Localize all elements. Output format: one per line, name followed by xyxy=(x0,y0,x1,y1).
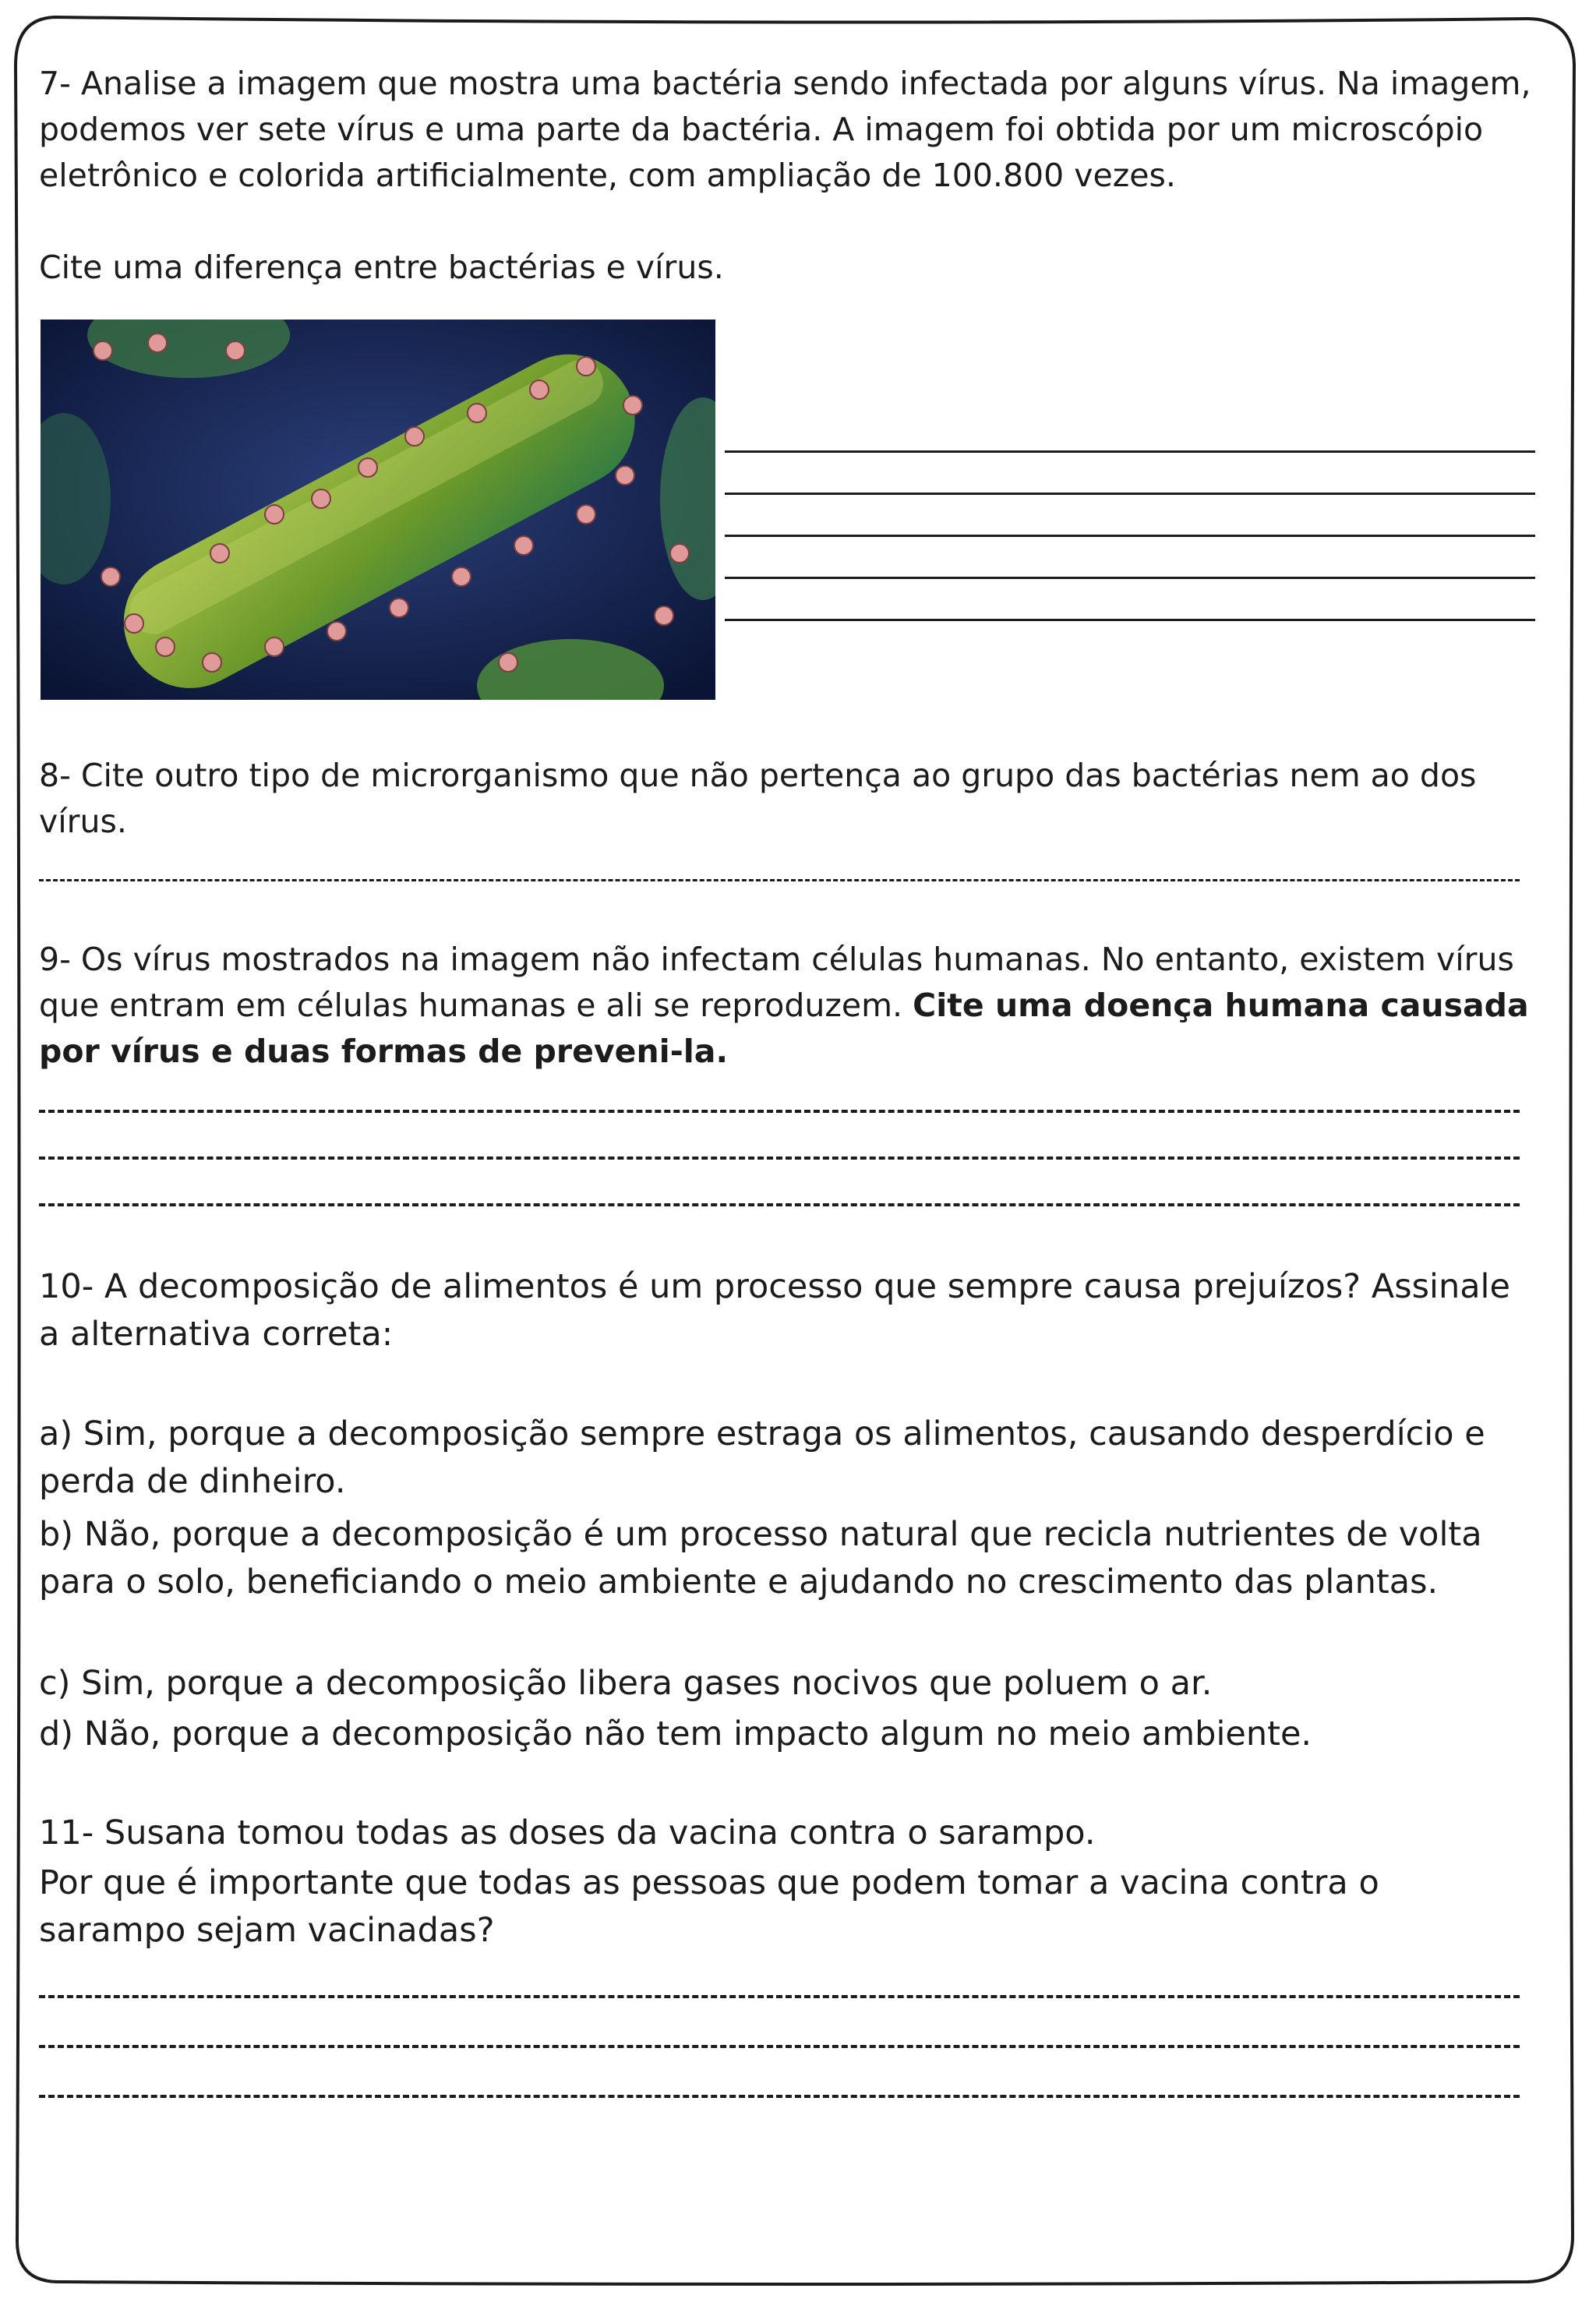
q10-option-b[interactable]: b) Não, porque a decomposição é um processo natural que recicla nutrientes de volta para o solo, beneficiando o meio ambiente e ajudando no crescimento das plantas. xyxy=(39,1515,1482,1601)
answer-line[interactable] xyxy=(39,1110,1520,1113)
answer-line[interactable] xyxy=(39,1995,1520,1998)
q9-text-bold: Cite uma doença humana causada por vírus e duas formas de preveni-la. xyxy=(39,987,1529,1070)
q8-text: 8- Cite outro tipo de microrganismo que não pertença ao grupo das bactérias nem ao dos vírus. xyxy=(39,757,1477,840)
q7-intro: 7- Analise a imagem que mostra uma bactéria sendo infectada por alguns vírus. Na imagem, podemos ver sete vírus e uma parte da bactéria. A imagem foi obtida por um microscópio eletrônico e colorida artificialmente, com ampliação de 100.800 vezes. xyxy=(39,65,1531,194)
answer-line[interactable] xyxy=(39,1157,1520,1160)
answer-line[interactable] xyxy=(39,2095,1520,2098)
answer-line[interactable] xyxy=(39,1203,1520,1206)
answer-line[interactable] xyxy=(725,535,1535,537)
q10-option-a[interactable]: a) Sim, porque a decomposição sempre estraga os alimentos, causando desperdício e perda de dinheiro. xyxy=(39,1414,1485,1501)
answer-line[interactable] xyxy=(725,577,1535,579)
q11-line2: Por que é importante que todas as pessoas que podem tomar a vacina contra o sarampo sejam vacinadas? xyxy=(39,1863,1379,1950)
answer-line[interactable] xyxy=(39,879,1520,881)
bacterium-illustration xyxy=(41,320,715,700)
answer-line[interactable] xyxy=(725,619,1535,621)
q10-option-c[interactable]: c) Sim, porque a decomposição libera gases nocivos que poluem o ar. xyxy=(39,1664,1213,1703)
q11-line1: 11- Susana tomou todas as doses da vacina contra o sarampo. xyxy=(39,1813,1096,1852)
q7-question: Cite uma diferença entre bactérias e vírus. xyxy=(39,249,724,286)
answer-line[interactable] xyxy=(725,493,1535,495)
q9-text-regular: 9- Os vírus mostrados na imagem não infectam células humanas. No entanto, existem vírus que entram em células humanas e ali se reproduzem. xyxy=(39,941,1514,1024)
q10-option-d[interactable]: d) Não, porque a decomposição não tem impacto algum no meio ambiente. xyxy=(39,1714,1312,1753)
q10-question: 10- A decomposição de alimentos é um processo que sempre causa prejuízos? Assinale a alternativa correta: xyxy=(39,1267,1510,1354)
bacteria-virus-image xyxy=(41,320,715,700)
answer-line[interactable] xyxy=(725,450,1535,453)
answer-line[interactable] xyxy=(39,2045,1520,2048)
q9-text xyxy=(39,937,1535,1075)
